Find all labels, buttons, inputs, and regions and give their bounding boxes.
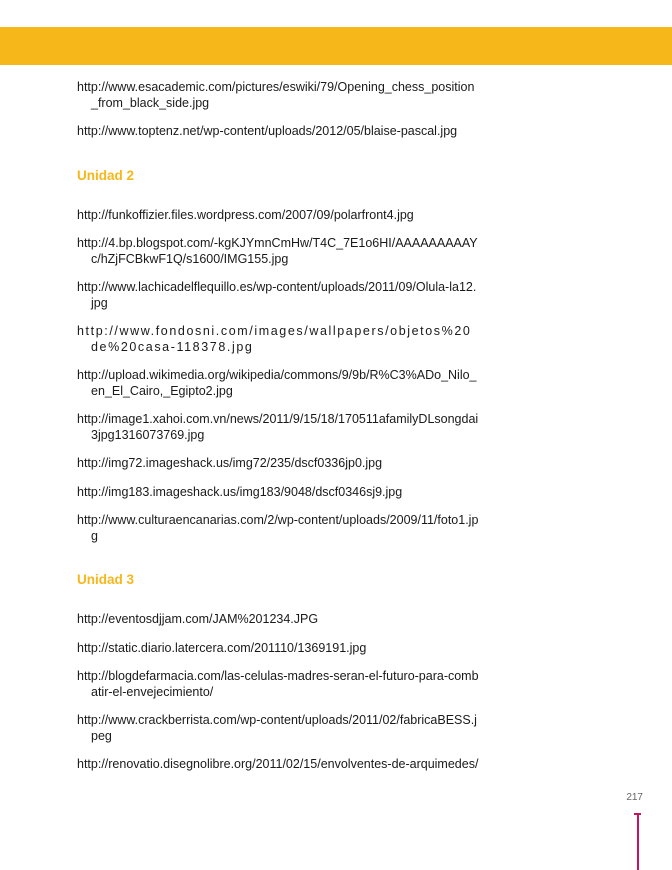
- reference-list: [77, 80, 479, 786]
- reference-url: http://www.lachicadelflequillo.es/wp-content/uploads/2011/09/Olula-la12.jpg: [77, 280, 477, 310]
- reference-url: http://blogdefarmacia.com/las-celulas-madres-seran-el-futuro-para-combatir-el-envejecimiento/: [77, 669, 479, 699]
- page-rule: [637, 813, 639, 870]
- reference-url: http://www.esacademic.com/pictures/eswiki/79/Opening_chess_position_from_black_side.jpg: [77, 80, 475, 110]
- reference-url: http://www.fondosni.com/images/wallpapers/objetos%20de%20casa-118378.jpg: [77, 324, 472, 354]
- reference-url: http://img72.imageshack.us/img72/235/dscf0336jp0.jpg: [77, 456, 383, 470]
- reference-url: http://static.diario.latercera.com/201110/1369191.jpg: [77, 640, 367, 655]
- reference-url: http://image1.xahoi.com.vn/news/2011/9/15/18/170511afamilyDLsongdai3jpg1316073769.jpg: [77, 412, 479, 442]
- reference-url: http://4.bp.blogspot.com/-kgKJYmnCmHw/T4C_7E1o6HI/AAAAAAAAAYc/hZjFCBkwF1Q/s1600/IMG155.jpg: [77, 236, 478, 266]
- reference-url: http://eventosdjjam.com/JAM%201234.JPG: [77, 612, 319, 626]
- header-color-band: [0, 27, 672, 65]
- reference-url: http://www.toptenz.net/wp-content/uploads/2012/05/blaise-pascal.jpg: [77, 124, 458, 138]
- reference-url: http://funkoffizier.files.wordpress.com/2007/09/polarfront4.jpg: [77, 207, 414, 222]
- section-heading-unidad-3: Unidad 3: [77, 572, 135, 587]
- section-heading-unidad-2: Unidad 2: [77, 167, 135, 183]
- page-number: 217: [626, 792, 643, 803]
- reference-url: http://img183.imageshack.us/img183/9048/dscf0346sj9.jpg: [77, 484, 403, 499]
- reference-url: http://www.culturaencanarias.com/2/wp-content/uploads/2009/11/foto1.jpg: [77, 513, 479, 543]
- reference-url: http://upload.wikimedia.org/wikipedia/commons/9/9b/R%C3%ADo_Nilo_en_El_Cairo,_Egipto2.jpg: [77, 368, 477, 398]
- reference-url: http://renovatio.disegnolibre.org/2011/02/15/envolventes-de-arquimedes/: [77, 757, 479, 771]
- reference-url: http://www.crackberrista.com/wp-content/uploads/2011/02/fabricaBESS.jpeg: [77, 713, 477, 743]
